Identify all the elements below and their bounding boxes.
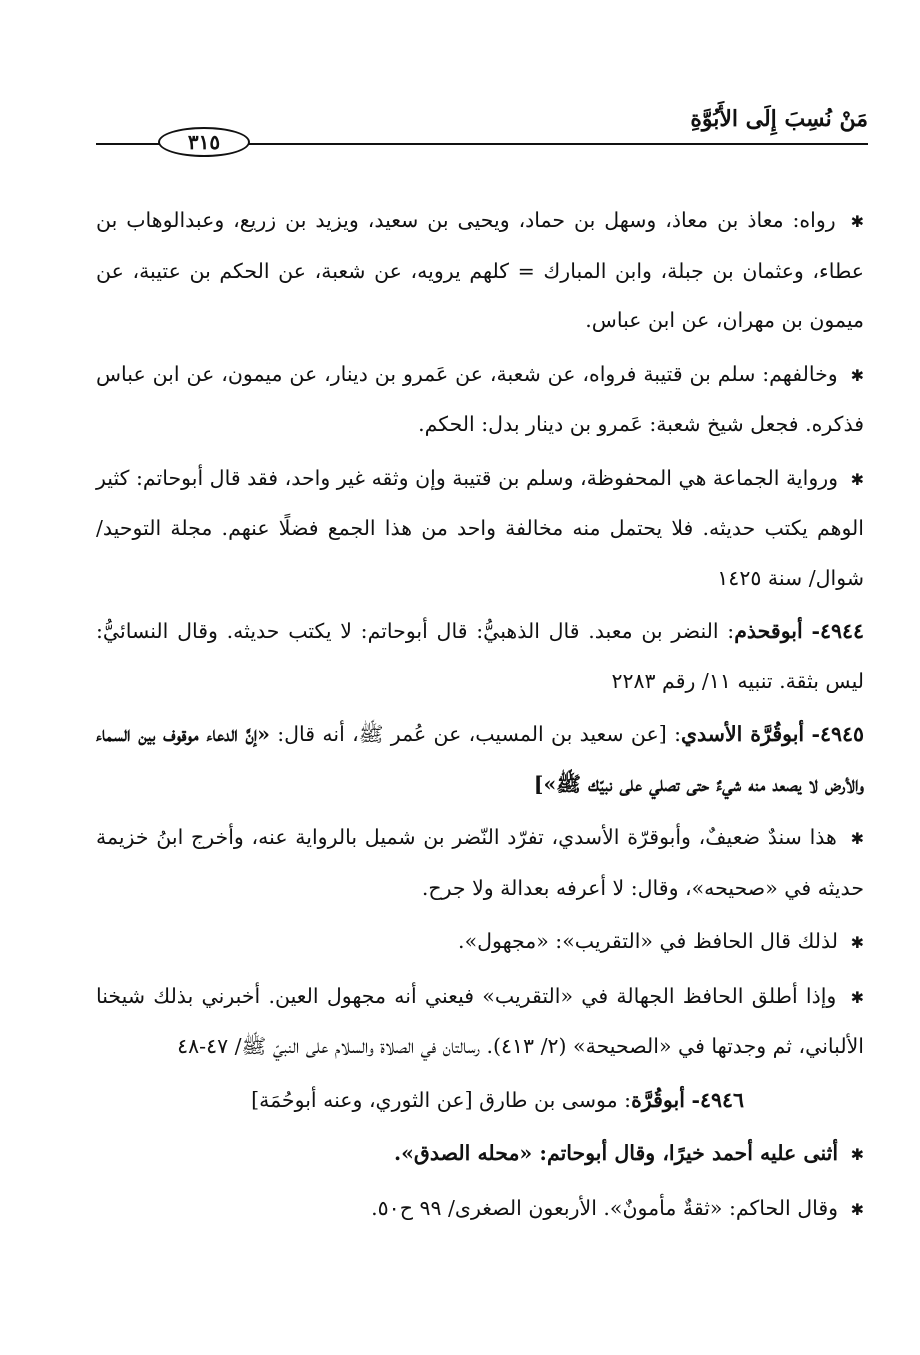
entry-name: أبوقُرَّة [631, 1087, 685, 1112]
paragraph-entry [96, 607, 864, 706]
hadith-text: «إنَّ الدعاء موقوف بين السماء والأرض لا يصعد منه شيءٌ حتى تصلي على نبيّك ﷺ»] [96, 722, 864, 796]
star-icon: ✱ [850, 365, 864, 385]
entry-number: ٤٩٤٦- [691, 1087, 744, 1112]
paragraph-text: وإذا أطلق الحافظ الجهالة في «التقريب» فيعني أنه مجهول العين. أخبرني بذلك شيخنا الألباني، ثم وجدتها في «الصحيحة» (٢/ ٤١٣). رسالتان في الصلاة والسلام على النبيّ ﷺ/ ٤٧-٤٨ [96, 983, 864, 1058]
entry-text: : [عن سعيد بن المسيب، عن عُمر ﷺ، أنه قال: [269, 722, 681, 746]
paragraph-text: أثنى عليه أحمد خيرًا، وقال أبوحاتم: «محله الصدق». [393, 1141, 839, 1165]
paragraph-note [96, 813, 864, 913]
entry-name: أبوقحذم [734, 619, 803, 643]
paragraph-text: وقال الحاكم: «ثقةٌ مأمونٌ». الأربعون الصغرى/ ٩٩ ح٥٠. [371, 1195, 839, 1220]
page-number: ٣١٥ [187, 130, 221, 154]
star-icon: ✱ [850, 829, 864, 848]
page-body [96, 196, 864, 1238]
paragraph-text: ورواية الجماعة هي المحفوظة، وسلم بن قتيبة وإن وثقه غير واحد، فقد قال أبوحاتم: كثير الوهم يكتب حديثه. فلا يحتمل منه مخالفة واحد من هذا الجمع فضلًا عنهم. مجلة التوحيد/ شوال/ سنة ١٤٢٥ [96, 465, 864, 590]
paragraph-note [96, 350, 864, 450]
paragraph-note [96, 1129, 864, 1180]
entry-name: أبوقُرَّة الأسدي [680, 722, 805, 746]
paragraph-text: رواه: معاذ بن معاذ، وسهل بن حماد، ويحيى بن سعيد، ويزيد بن زريع، وعبدالوهاب بن عطاء، وعثمان بن جبلة، وابن المبارك = كلهم يرويه، عن شعبة، عن الحكم بن عتيبة، عن ميمون بن مهران، عن ابن عباس. [96, 208, 864, 332]
page-header [96, 100, 868, 160]
entry-number: ٤٩٤٥- [811, 722, 865, 746]
star-icon: ✱ [850, 469, 864, 489]
entry-text: : النضر بن معبد. قال الذهبيُّ: قال أبوحاتم: لا يكتب حديثه. وقال النسائيُّ: ليس بثقة. تنبيه ١١/ رقم ٢٢٨٣ [96, 619, 864, 693]
paragraph-note [96, 454, 864, 604]
paragraph-note [96, 196, 864, 346]
star-icon: ✱ [850, 1199, 864, 1219]
paragraph-text: وخالفهم: سلم بن قتيبة فرواه، عن شعبة، عن عَمرو بن دينار، عن ميمون، عن ابن عباس فذكره. فجعل شيخ شعبة: عَمرو بن دينار بدل: الحكم. [96, 361, 864, 436]
star-icon: ✱ [850, 1145, 864, 1164]
paragraph-note [96, 1184, 864, 1235]
star-icon: ✱ [850, 933, 864, 952]
star-icon: ✱ [850, 212, 864, 231]
running-title: مَنْ نُسِبَ إِلَى الأَبُوَّةِ [682, 106, 868, 132]
paragraph-note [96, 917, 864, 968]
star-icon: ✱ [850, 987, 864, 1007]
page-number-oval [158, 127, 250, 157]
paragraph-note [96, 972, 864, 1072]
paragraph-entry [96, 1076, 864, 1126]
paragraph-entry [96, 710, 864, 809]
paragraph-text: لذلك قال الحافظ في «التقريب»: «مجهول». [458, 929, 839, 953]
entry-text: : موسى بن طارق [عن الثوري، وعنه أبوحُمَة] [251, 1087, 632, 1112]
entry-number: ٤٩٤٤- [811, 619, 864, 643]
paragraph-text: هذا سندٌ ضعيفٌ، وأبوقرّة الأسدي، تفرّد النّضر بن شميل بالرواية عنه، وأخرج ابنُ خزيمة حديثه في «صحيحه»، وقال: لا أعرفه بعدالة ولا جرح. [96, 825, 864, 900]
